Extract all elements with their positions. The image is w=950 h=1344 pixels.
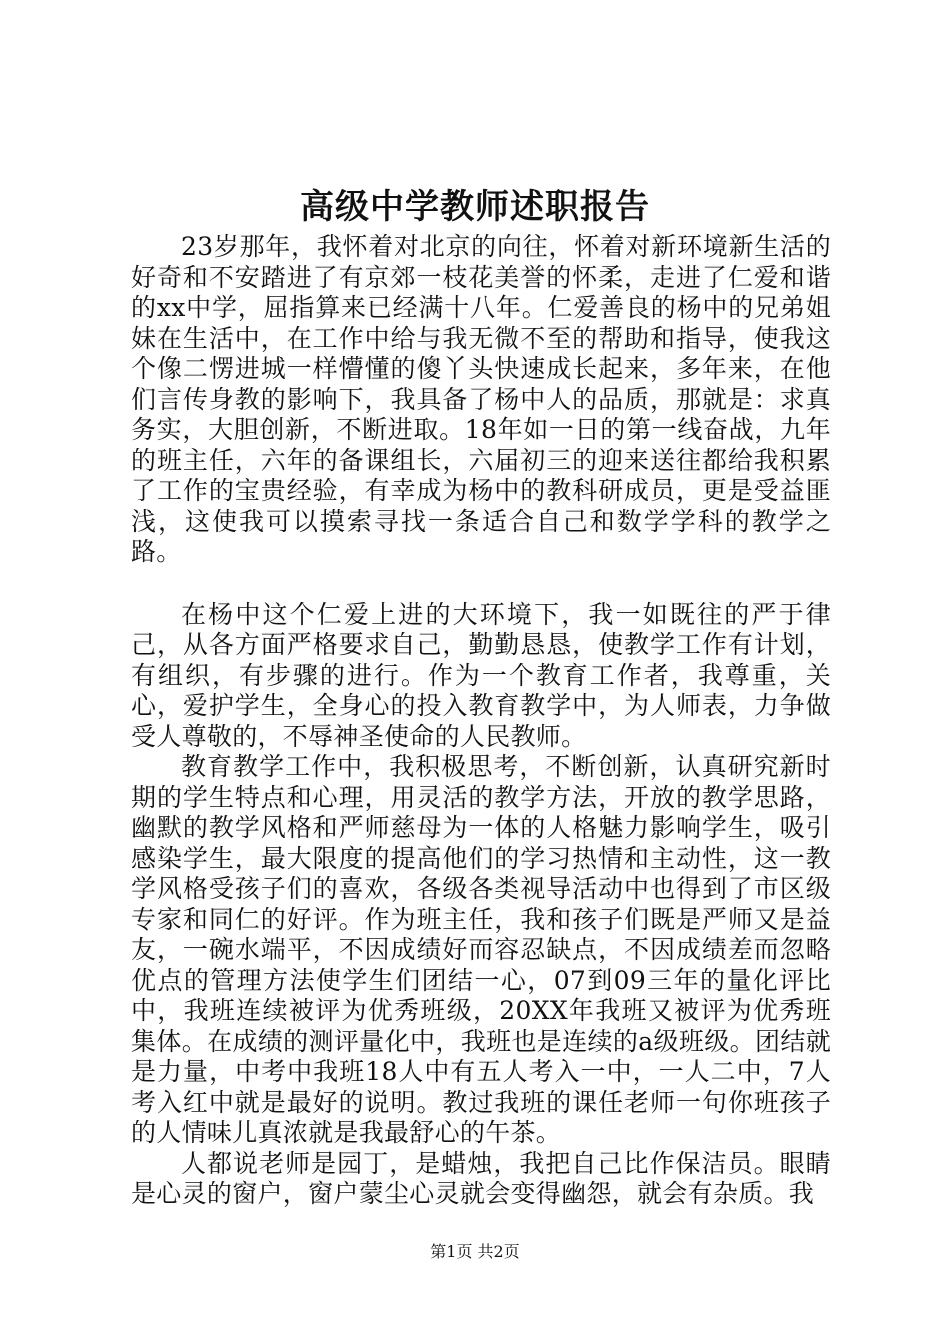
paragraph-3: 教育教学工作中，我积极思考，不断创新，认真研究新时期的学生特点和心理，用灵活的教学方法，开放的教学思路，幽默的教学风格和严师慈母为一体的人格魅力影响学生，吸引感染学生，最大限度的提高他们的学习热情和主动性，这一教学风格受孩子们的喜欢，各级各类视导活动中也得到了市区级专家和同仁的好评。作为班主任，我和孩子们既是严师又是益友，一碗水端平，不因成绩好而容忍缺点，不因成绩差而忽略优点的管理方法使学生们团结一心，07到09三年的量化评比中，我班连续被评为优秀班级，20XX年我班又被评为优秀班集体。在成绩的测评量化中，我班也是连续的a级班级。团结就是力量，中考中我班18人中有五人考入一中，一人二中，7人考入红中就是最好的说明。教过我班的课任老师一句你班孩子的人情味儿真浓就是我最舒心的午茶。 xyxy=(131,752,831,1147)
paragraph-4: 人都说老师是园丁，是蜡烛，我把自己比作保洁员。眼睛是心灵的窗户，窗户蒙尘心灵就会变得幽怨，就会有杂质。我 xyxy=(131,1148,831,1208)
document-body xyxy=(131,232,831,1210)
paragraph-2: 在杨中这个仁爱上进的大环境下，我一如既往的严于律己，从各方面严格要求自己，勤勤恳恳，使教学工作有计划，有组织，有步骤的进行。作为一个教育工作者，我尊重，关心，爱护学生，全身心的投入教育教学中，为人师表，力争做受人尊敬的，不辱神圣使命的人民教师。 xyxy=(131,599,831,751)
document-title: 高级中学教师述职报告 xyxy=(300,187,650,227)
paragraph-1: 23岁那年，我怀着对北京的向往，怀着对新环境新生活的好奇和不安踏进了有京郊一枝花美誉的怀柔，走进了仁爱和谐的xx中学，屈指算来已经满十八年。仁爱善良的杨中的兄弟姐妹在生活中，在工作中给与我无微不至的帮助和指导，使我这个像二愣进城一样懵懂的傻丫头快速成长起来，多年来，在他们言传身教的影响下，我具备了杨中人的品质，那就是：求真务实，大胆创新，不断进取。18年如一日的第一线奋战，九年的班主任，六年的备课组长，六届初三的迎来送往都给我积累了工作的宝贵经验，有幸成为杨中的教科研成员，更是受益匪浅，这使我可以摸索寻找一条适合自己和数学学科的教学之路。 xyxy=(131,232,831,566)
page-footer: 第1页 共2页 xyxy=(430,1242,520,1261)
